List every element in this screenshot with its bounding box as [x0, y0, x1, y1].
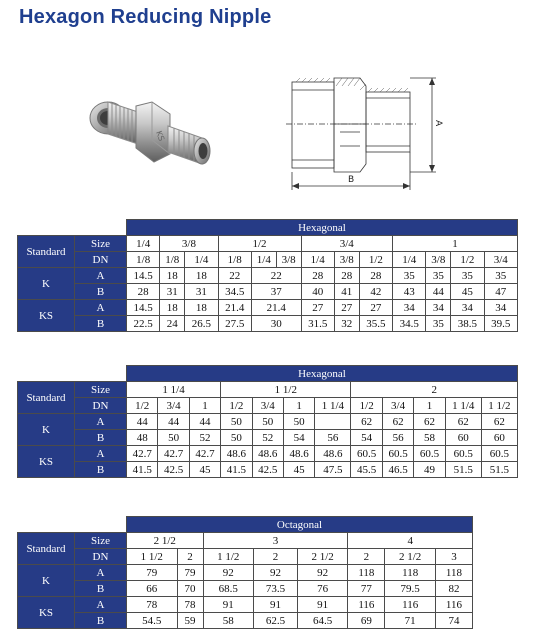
dn-header: DN: [75, 398, 127, 414]
value-cell: 28: [359, 268, 392, 284]
dimension-label: B: [75, 613, 127, 629]
value-cell: 45.5: [351, 462, 382, 478]
value-cell: 27.5: [218, 316, 251, 332]
dn-cell: 2 1/2: [297, 549, 348, 565]
value-cell: 74: [435, 613, 472, 629]
dn-cell: 1 1/4: [315, 398, 351, 414]
value-cell: 50: [252, 414, 283, 430]
value-cell: 116: [435, 597, 472, 613]
value-cell: 56: [382, 430, 413, 446]
value-cell: 35: [426, 316, 451, 332]
value-cell: 62: [414, 414, 445, 430]
value-cell: 51.5: [445, 462, 481, 478]
size-cell: 1/2: [218, 236, 301, 252]
size-cell: 1 1/2: [221, 382, 351, 398]
size-cell: 2 1/2: [127, 533, 204, 549]
size-cell: 3: [203, 533, 348, 549]
value-cell: 92: [203, 565, 254, 581]
value-cell: 22: [218, 268, 251, 284]
value-cell: 14.5: [127, 268, 160, 284]
table-row: [18, 430, 518, 446]
table-heading: Octagonal: [127, 517, 473, 533]
dn-cell: 1/2: [451, 252, 484, 268]
dn-cell: 1: [414, 398, 445, 414]
value-cell: 41: [334, 284, 359, 300]
value-cell: 118: [385, 565, 436, 581]
value-cell: 27: [359, 300, 392, 316]
standard-header: Standard: [18, 236, 75, 268]
dimension-label: B: [75, 581, 127, 597]
svg-text:KS: KS: [154, 129, 167, 143]
size-cell: 1 1/4: [127, 382, 221, 398]
value-cell: 42.5: [158, 462, 189, 478]
value-cell: 48: [127, 430, 158, 446]
dn-cell: 1 1/4: [445, 398, 481, 414]
value-cell: 28: [301, 268, 334, 284]
value-cell: 79: [127, 565, 178, 581]
value-cell: 54: [351, 430, 382, 446]
dn-cell: 1 1/2: [203, 549, 254, 565]
dn-cell: 2: [177, 549, 203, 565]
value-cell: 14.5: [127, 300, 160, 316]
value-cell: 78: [127, 597, 178, 613]
standard-label: K: [18, 268, 75, 300]
value-cell: 39.5: [484, 316, 517, 332]
dimension-label: A: [75, 414, 127, 430]
dn-header: DN: [75, 549, 127, 565]
dimension-label: A: [75, 565, 127, 581]
value-cell: 73.5: [254, 581, 298, 597]
value-cell: 60: [481, 430, 517, 446]
dimension-b-label: B: [348, 175, 355, 185]
dn-cell: 1/4: [393, 252, 426, 268]
value-cell: 31: [185, 284, 218, 300]
value-cell: 45: [189, 462, 220, 478]
value-cell: 48.6: [283, 446, 314, 462]
value-cell: 41.5: [127, 462, 158, 478]
value-cell: 46.5: [382, 462, 413, 478]
dn-cell: 1 1/2: [481, 398, 517, 414]
value-cell: 60.5: [445, 446, 481, 462]
value-cell: 116: [385, 597, 436, 613]
dn-cell: 1: [283, 398, 314, 414]
value-cell: 27: [301, 300, 334, 316]
table-row: [18, 613, 473, 629]
value-cell: 30: [251, 316, 301, 332]
value-cell: 34: [451, 300, 484, 316]
value-cell: 47.5: [315, 462, 351, 478]
dn-cell: 1/8: [127, 252, 160, 268]
value-cell: 24: [160, 316, 185, 332]
value-cell: 22.5: [127, 316, 160, 332]
value-cell: 31: [160, 284, 185, 300]
value-cell: 91: [297, 597, 348, 613]
value-cell: 45: [283, 462, 314, 478]
value-cell: 34: [393, 300, 426, 316]
value-cell: 54: [283, 430, 314, 446]
value-cell: 35: [484, 268, 517, 284]
value-cell: 48.6: [315, 446, 351, 462]
value-cell: 44: [426, 284, 451, 300]
value-cell: 28: [334, 268, 359, 284]
value-cell: 91: [203, 597, 254, 613]
value-cell: 21.4: [218, 300, 251, 316]
value-cell: 27: [334, 300, 359, 316]
dn-cell: 3/8: [334, 252, 359, 268]
value-cell: 44: [189, 414, 220, 430]
nipple-drawing: [286, 74, 454, 198]
dn-cell: 3: [435, 549, 472, 565]
value-cell: 50: [221, 414, 252, 430]
value-cell: 34.5: [393, 316, 426, 332]
standard-label: KS: [18, 300, 75, 332]
dimension-label: B: [75, 316, 127, 332]
dimension-label: B: [75, 430, 127, 446]
table-row: [18, 462, 518, 478]
value-cell: 49: [414, 462, 445, 478]
value-cell: 76: [297, 581, 348, 597]
value-cell: 66: [127, 581, 178, 597]
value-cell: 18: [185, 268, 218, 284]
value-cell: 42.7: [158, 446, 189, 462]
dn-cell: 1: [189, 398, 220, 414]
value-cell: 35: [426, 268, 451, 284]
size-cell: 1/4: [127, 236, 160, 252]
value-cell: 38.5: [451, 316, 484, 332]
value-cell: 56: [315, 430, 351, 446]
value-cell: 77: [348, 581, 385, 597]
standard-label: KS: [18, 446, 75, 478]
table-row: [18, 446, 518, 462]
value-cell: 35: [451, 268, 484, 284]
standard-label: K: [18, 414, 75, 446]
blank-cell: [18, 220, 127, 236]
size-cell: 1: [393, 236, 518, 252]
value-cell: 21.4: [251, 300, 301, 316]
standard-header: Standard: [18, 533, 75, 565]
dn-cell: 1/2: [221, 398, 252, 414]
value-cell: 43: [393, 284, 426, 300]
value-cell: 59: [177, 613, 203, 629]
dimension-label: A: [75, 597, 127, 613]
dn-cell: 3/4: [158, 398, 189, 414]
value-cell: 92: [297, 565, 348, 581]
table-row: [18, 300, 518, 316]
value-cell: 62: [445, 414, 481, 430]
value-cell: 44: [127, 414, 158, 430]
value-cell: 82: [435, 581, 472, 597]
value-cell: [315, 414, 351, 430]
value-cell: 60.5: [414, 446, 445, 462]
value-cell: 34.5: [218, 284, 251, 300]
value-cell: 22: [251, 268, 301, 284]
table-heading: Hexagonal: [127, 366, 518, 382]
value-cell: 62: [382, 414, 413, 430]
dn-cell: 1/2: [127, 398, 158, 414]
value-cell: 58: [203, 613, 254, 629]
value-cell: 42: [359, 284, 392, 300]
value-cell: 54.5: [127, 613, 178, 629]
value-cell: 71: [385, 613, 436, 629]
standard-label: KS: [18, 597, 75, 629]
table-row: [18, 268, 518, 284]
value-cell: 50: [283, 414, 314, 430]
value-cell: 41.5: [221, 462, 252, 478]
value-cell: 44: [158, 414, 189, 430]
value-cell: 68.5: [203, 581, 254, 597]
value-cell: 18: [185, 300, 218, 316]
value-cell: 52: [189, 430, 220, 446]
size-header: Size: [75, 533, 127, 549]
value-cell: 92: [254, 565, 298, 581]
dn-cell: 1/2: [351, 398, 382, 414]
value-cell: 78: [177, 597, 203, 613]
value-cell: 50: [221, 430, 252, 446]
value-cell: 62.5: [254, 613, 298, 629]
value-cell: 18: [160, 300, 185, 316]
value-cell: 50: [158, 430, 189, 446]
value-cell: 42.7: [189, 446, 220, 462]
value-cell: 42.7: [127, 446, 158, 462]
blank-cell: [18, 366, 127, 382]
spec-table-hexagonal-small: [17, 219, 518, 332]
value-cell: 34: [426, 300, 451, 316]
value-cell: 18: [160, 268, 185, 284]
value-cell: 47: [484, 284, 517, 300]
value-cell: 69: [348, 613, 385, 629]
dn-cell: 3/4: [252, 398, 283, 414]
dn-cell: 1/8: [218, 252, 251, 268]
size-header: Size: [75, 382, 127, 398]
dn-cell: 3/8: [426, 252, 451, 268]
dn-cell: 1 1/2: [127, 549, 178, 565]
table-row: [18, 316, 518, 332]
dn-cell: 1/2: [359, 252, 392, 268]
value-cell: 31.5: [301, 316, 334, 332]
value-cell: 62: [481, 414, 517, 430]
page-title: Hexagon Reducing Nipple: [19, 6, 272, 28]
value-cell: 51.5: [481, 462, 517, 478]
value-cell: 26.5: [185, 316, 218, 332]
table-heading: Hexagonal: [127, 220, 518, 236]
size-cell: 3/8: [160, 236, 218, 252]
value-cell: 118: [435, 565, 472, 581]
dimension-label: A: [75, 300, 127, 316]
value-cell: 60: [445, 430, 481, 446]
value-cell: 48.6: [252, 446, 283, 462]
table-row: [18, 284, 518, 300]
dn-header: DN: [75, 252, 127, 268]
dn-cell: 1/4: [185, 252, 218, 268]
spec-table-octagonal: [17, 516, 473, 629]
value-cell: 37: [251, 284, 301, 300]
dn-cell: 3/8: [276, 252, 301, 268]
spec-table-hexagonal-large: [17, 365, 518, 478]
nipple-photo: [86, 92, 226, 182]
size-cell: 2: [351, 382, 518, 398]
dimension-label: A: [75, 268, 127, 284]
table-row: [18, 597, 473, 613]
blank-cell: [18, 517, 127, 533]
standard-label: K: [18, 565, 75, 597]
value-cell: 35: [393, 268, 426, 284]
value-cell: 45: [451, 284, 484, 300]
table-row: [18, 581, 473, 597]
dn-cell: 3/4: [484, 252, 517, 268]
value-cell: 42.5: [252, 462, 283, 478]
dn-cell: 1/4: [251, 252, 276, 268]
value-cell: 48.6: [221, 446, 252, 462]
value-cell: 118: [348, 565, 385, 581]
value-cell: 79.5: [385, 581, 436, 597]
value-cell: 60.5: [481, 446, 517, 462]
dn-cell: 1/8: [160, 252, 185, 268]
dn-cell: 3/4: [382, 398, 413, 414]
value-cell: 40: [301, 284, 334, 300]
dimension-label: B: [75, 284, 127, 300]
value-cell: 52: [252, 430, 283, 446]
value-cell: 34: [484, 300, 517, 316]
dimension-a-label: A: [433, 120, 443, 127]
dn-cell: 2 1/2: [385, 549, 436, 565]
value-cell: 79: [177, 565, 203, 581]
value-cell: 32: [334, 316, 359, 332]
value-cell: 91: [254, 597, 298, 613]
value-cell: 58: [414, 430, 445, 446]
size-cell: 4: [348, 533, 473, 549]
size-cell: 3/4: [301, 236, 393, 252]
value-cell: 70: [177, 581, 203, 597]
dn-cell: 2: [254, 549, 298, 565]
value-cell: 28: [127, 284, 160, 300]
value-cell: 116: [348, 597, 385, 613]
standard-header: Standard: [18, 382, 75, 414]
value-cell: 62: [351, 414, 382, 430]
value-cell: 64.5: [297, 613, 348, 629]
dimension-label: B: [75, 462, 127, 478]
dn-cell: 1/4: [301, 252, 334, 268]
value-cell: 35.5: [359, 316, 392, 332]
table-row: [18, 414, 518, 430]
value-cell: 60.5: [382, 446, 413, 462]
dn-cell: 2: [348, 549, 385, 565]
table-row: [18, 565, 473, 581]
dimension-label: A: [75, 446, 127, 462]
size-header: Size: [75, 236, 127, 252]
value-cell: 60.5: [351, 446, 382, 462]
